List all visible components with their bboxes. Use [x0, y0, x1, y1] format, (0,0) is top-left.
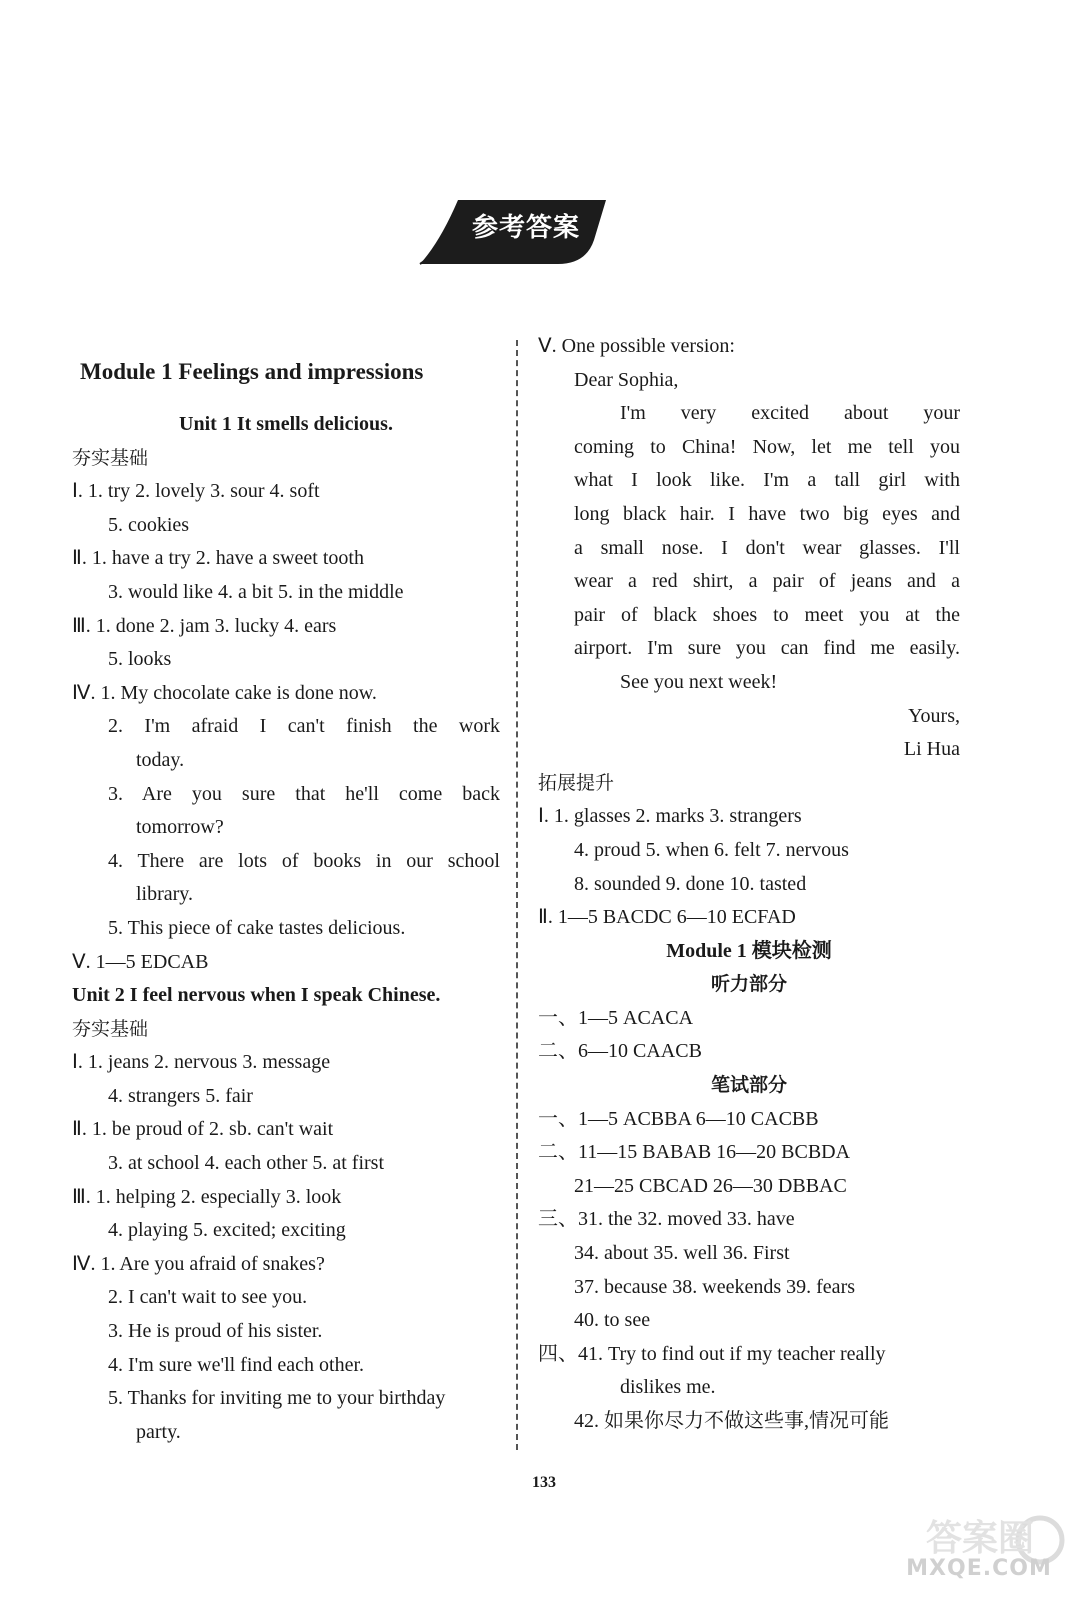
- left-line: 2. I can't wait to see you.: [108, 1286, 308, 1309]
- left-line: today.: [136, 748, 185, 771]
- left-line: 3. would like 4. a bit 5. in the middle: [108, 580, 404, 603]
- right-column: [538, 330, 960, 1439]
- right-line: I'm very excited about your: [620, 402, 960, 425]
- left-line: 夯实基础: [72, 1017, 149, 1040]
- left-line: 2. I'm afraid I can't finish the work: [108, 715, 500, 738]
- left-line: 3. at school 4. each other 5. at first: [108, 1152, 385, 1175]
- right-line: Ⅱ. 1—5 BACDC 6—10 ECFAD: [538, 906, 796, 929]
- right-line: 一、1—5 ACBBA 6—10 CACBB: [538, 1107, 819, 1130]
- right-line: 笔试部分: [710, 1074, 787, 1097]
- right-line: dislikes me.: [620, 1376, 716, 1399]
- right-line: 听力部分: [710, 973, 787, 996]
- left-answer-lines: [72, 408, 500, 1449]
- left-line: 4. I'm sure we'll find each other.: [108, 1353, 365, 1376]
- right-line: 二、6—10 CAACB: [538, 1040, 702, 1063]
- left-line: Ⅰ. 1. jeans 2. nervous 3. message: [72, 1051, 331, 1074]
- right-line: 四、41. Try to find out if my teacher really: [538, 1342, 886, 1365]
- left-column: [72, 330, 500, 1449]
- right-line: Ⅴ. One possible version:: [538, 335, 735, 357]
- left-line: Ⅱ. 1. have a try 2. have a sweet tooth: [72, 547, 364, 570]
- left-line: 5. cookies: [108, 513, 190, 536]
- banner-title: 参考答案: [471, 213, 580, 243]
- right-line: what I look like. I'm a tall girl with: [574, 469, 960, 492]
- left-line: Ⅰ. 1. try 2. lovely 3. sour 4. soft: [72, 480, 320, 503]
- right-line: 4. proud 5. when 6. felt 7. nervous: [574, 838, 849, 861]
- right-line: 三、31. the 32. moved 33. have: [538, 1208, 795, 1231]
- left-line: 3. Are you sure that he'll come back: [108, 782, 500, 805]
- left-line: 5. Thanks for inviting me to your birthday: [108, 1387, 446, 1410]
- watermark-brand: 答案圈: [925, 1518, 1034, 1559]
- left-line: 3. He is proud of his sister.: [108, 1320, 323, 1343]
- left-line: tomorrow?: [136, 816, 224, 839]
- right-line: pair of black shoes to meet you at the: [574, 603, 960, 626]
- module-title: Module 1 Feelings and impressions: [80, 359, 424, 384]
- watermark-text: MXQE.COM: [906, 1556, 1052, 1581]
- column-divider: [516, 340, 518, 1450]
- left-line: Unit 2 I feel nervous when I speak Chinese.: [72, 984, 441, 1007]
- right-line: Dear Sophia,: [574, 368, 679, 391]
- left-line: 5. This piece of cake tastes delicious.: [108, 916, 406, 939]
- right-line: long black hair. I have two big eyes and: [574, 502, 960, 525]
- right-line: See you next week!: [620, 670, 778, 693]
- left-line: Ⅳ. 1. My chocolate cake is done now.: [72, 681, 377, 704]
- right-line: Li Hua: [903, 738, 960, 761]
- right-line: airport. I'm sure you can find me easily.: [574, 637, 960, 660]
- right-answer-lines: [538, 330, 960, 1439]
- left-line: Unit 1 It smells delicious.: [179, 413, 393, 435]
- right-line: wear a red shirt, a pair of jeans and a: [574, 570, 960, 593]
- left-line: Ⅳ. 1. Are you afraid of snakes?: [72, 1252, 325, 1275]
- right-line: Ⅰ. 1. glasses 2. marks 3. strangers: [538, 805, 802, 828]
- left-line: party.: [136, 1420, 181, 1443]
- right-line: 二、11—15 BABAB 16—20 BCBDA: [538, 1141, 851, 1164]
- right-line: Yours,: [908, 704, 960, 727]
- left-line: Ⅴ. 1—5 EDCAB: [72, 950, 209, 973]
- left-line: Ⅱ. 1. be proud of 2. sb. can't wait: [72, 1118, 334, 1141]
- right-line: 34. about 35. well 36. First: [574, 1242, 790, 1265]
- page-number: 133: [532, 1474, 556, 1491]
- left-line: 4. strangers 5. fair: [108, 1084, 253, 1107]
- right-line: 37. because 38. weekends 39. fears: [574, 1275, 856, 1298]
- left-line: Ⅲ. 1. helping 2. especially 3. look: [72, 1185, 342, 1208]
- right-line: a small nose. I don't wear glasses. I'll: [574, 536, 960, 559]
- right-line: coming to China! Now, let me tell you: [574, 435, 960, 458]
- right-line: 8. sounded 9. done 10. tasted: [574, 872, 807, 895]
- right-line: 拓展提升: [538, 771, 615, 794]
- left-line: 5. looks: [108, 648, 172, 671]
- left-line: library.: [136, 883, 194, 906]
- right-line: 42. 如果你尽力不做这些事,情况可能: [574, 1410, 889, 1432]
- right-line: 21—25 CBCAD 26—30 DBBAC: [574, 1174, 847, 1197]
- right-line: Module 1 模块检测: [666, 939, 832, 962]
- right-line: 一、1—5 ACACA: [538, 1006, 694, 1029]
- left-line: Ⅲ. 1. done 2. jam 3. lucky 4. ears: [72, 614, 337, 637]
- left-line: 4. playing 5. excited; exciting: [108, 1219, 346, 1242]
- left-line: 4. There are lots of books in our school: [108, 849, 500, 872]
- right-line: 40. to see: [574, 1309, 651, 1332]
- left-line: 夯实基础: [72, 446, 149, 469]
